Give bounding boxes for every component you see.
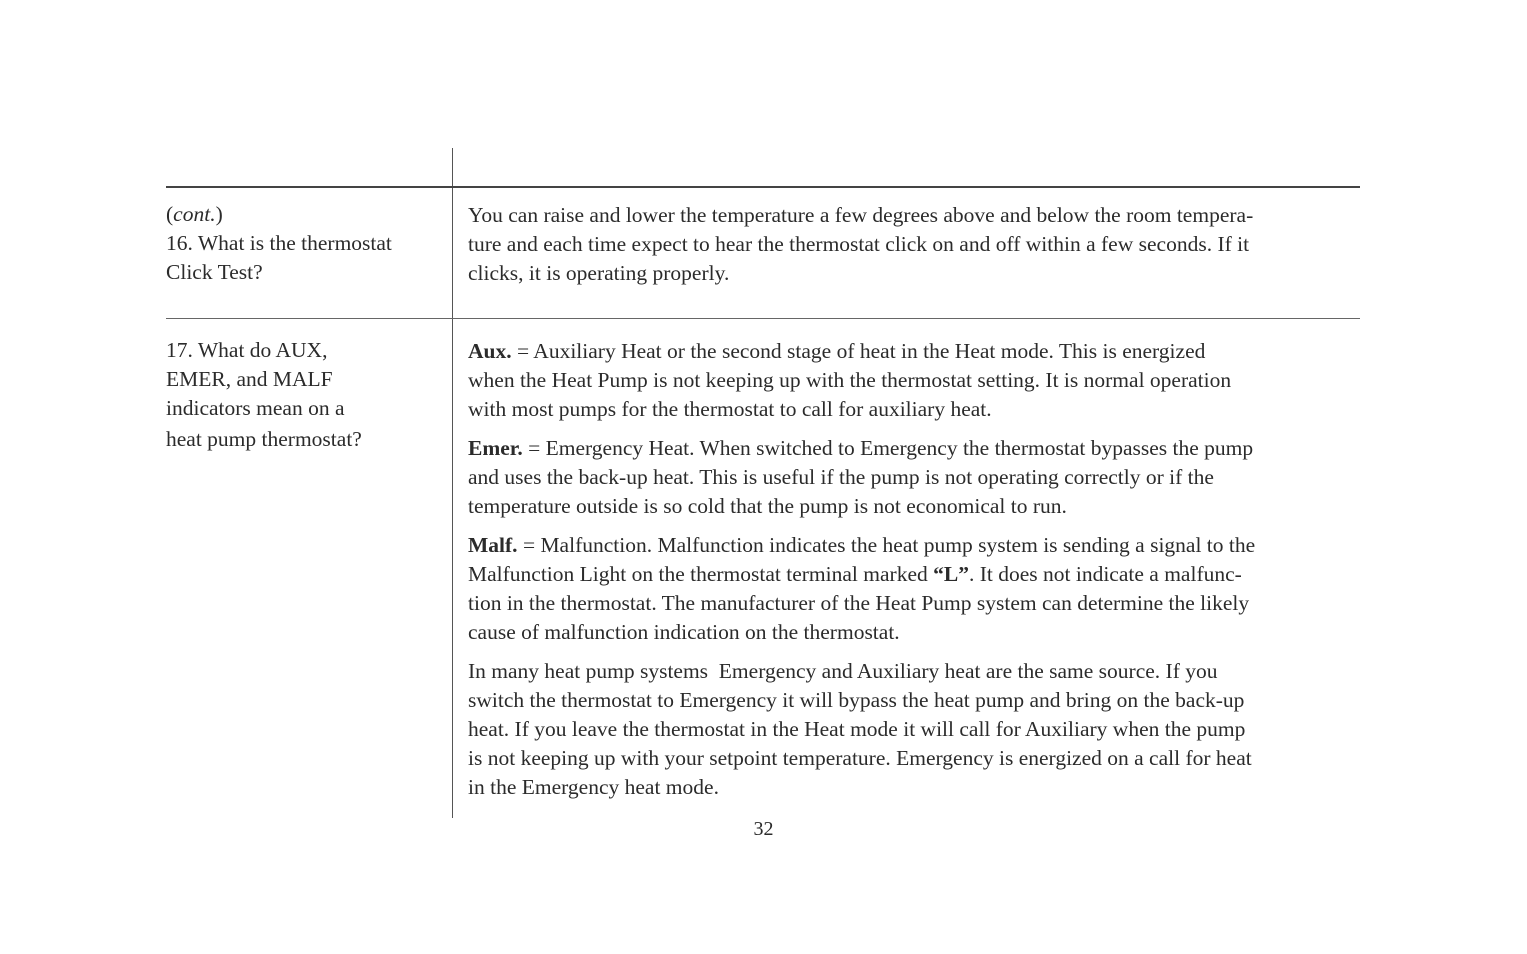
malf-text-line: tion in the thermostat. The manufacturer of the Heat Pump system can determine the likely: [468, 591, 1250, 615]
aux-term: Aux.: [468, 339, 512, 363]
question-17-line: 17. What do AUX,: [166, 338, 328, 362]
page-number: 32: [753, 818, 774, 840]
malf-definition: [468, 531, 1360, 647]
emer-text: = Emergency Heat. When switched to Emergency the thermostat bypasses the pump: [522, 436, 1254, 460]
emer-text-line: and uses the back-up heat. This is useful if the pump is not operating correctly or if the: [468, 465, 1214, 489]
column-divider-row-2: [452, 319, 453, 818]
answer-17: [468, 337, 1360, 812]
continued-marker: (cont.): [166, 202, 223, 226]
aux-definition: [468, 337, 1360, 424]
aux-text: = Auxiliary Heat or the second stage of heat in the Heat mode. This is energized: [511, 339, 1206, 363]
column-divider-row-1: [452, 188, 453, 318]
answer-16-line: ture and each time expect to hear the thermostat click on and off within a few seconds. If it: [468, 232, 1250, 256]
aux-text-line: with most pumps for the thermostat to call for auxiliary heat.: [468, 397, 992, 421]
malf-text: . It does not indicate a malfunc-: [968, 562, 1242, 586]
malf-term: Malf.: [468, 533, 518, 557]
malf-text: Malfunction Light on the thermostat terminal marked: [468, 562, 934, 586]
note-line: In many heat pump systems Emergency and Auxiliary heat are the same source. If you: [468, 659, 1218, 683]
malf-text-line: cause of malfunction indication on the thermostat.: [468, 620, 900, 644]
answer-16-line: clicks, it is operating properly.: [468, 261, 730, 285]
emer-text-line: temperature outside is so cold that the pump is not economical to run.: [468, 494, 1067, 518]
note-line: switch the thermostat to Emergency it will bypass the heat pump and bring on the back-up: [468, 688, 1245, 712]
answer-16: [468, 201, 1360, 288]
question-17-line: heat pump thermostat?: [166, 427, 362, 451]
terminal-l-mark: “L”: [933, 562, 969, 586]
row-divider-rule: [166, 318, 1360, 319]
table-top-rule: [166, 186, 1360, 188]
question-17-line: indicators mean on a: [166, 396, 345, 420]
emer-term: Emer.: [468, 436, 523, 460]
column-divider-top: [452, 148, 453, 187]
note-line: in the Emergency heat mode.: [468, 775, 719, 799]
note-line: is not keeping up with your setpoint temperature. Emergency is energized on a call for heat: [468, 746, 1252, 770]
question-16-line: Click Test?: [166, 260, 263, 284]
answer-16-line: You can raise and lower the temperature a few degrees above and below the room tempera-: [468, 203, 1254, 227]
aux-text-line: when the Heat Pump is not keeping up with the thermostat setting. It is normal operation: [468, 368, 1232, 392]
malf-text: = Malfunction. Malfunction indicates the heat pump system is sending a signal to the: [517, 533, 1256, 557]
question-16-line: 16. What is the thermostat: [166, 231, 392, 255]
question-17: [166, 336, 441, 454]
question-16: [166, 200, 441, 287]
heat-source-note: [468, 657, 1360, 802]
question-17-line: EMER, and MALF: [166, 367, 333, 391]
continued-label: cont.: [173, 202, 216, 226]
emer-definition: [468, 434, 1360, 521]
note-line: heat. If you leave the thermostat in the Heat mode it will call for Auxiliary when the pump: [468, 717, 1246, 741]
